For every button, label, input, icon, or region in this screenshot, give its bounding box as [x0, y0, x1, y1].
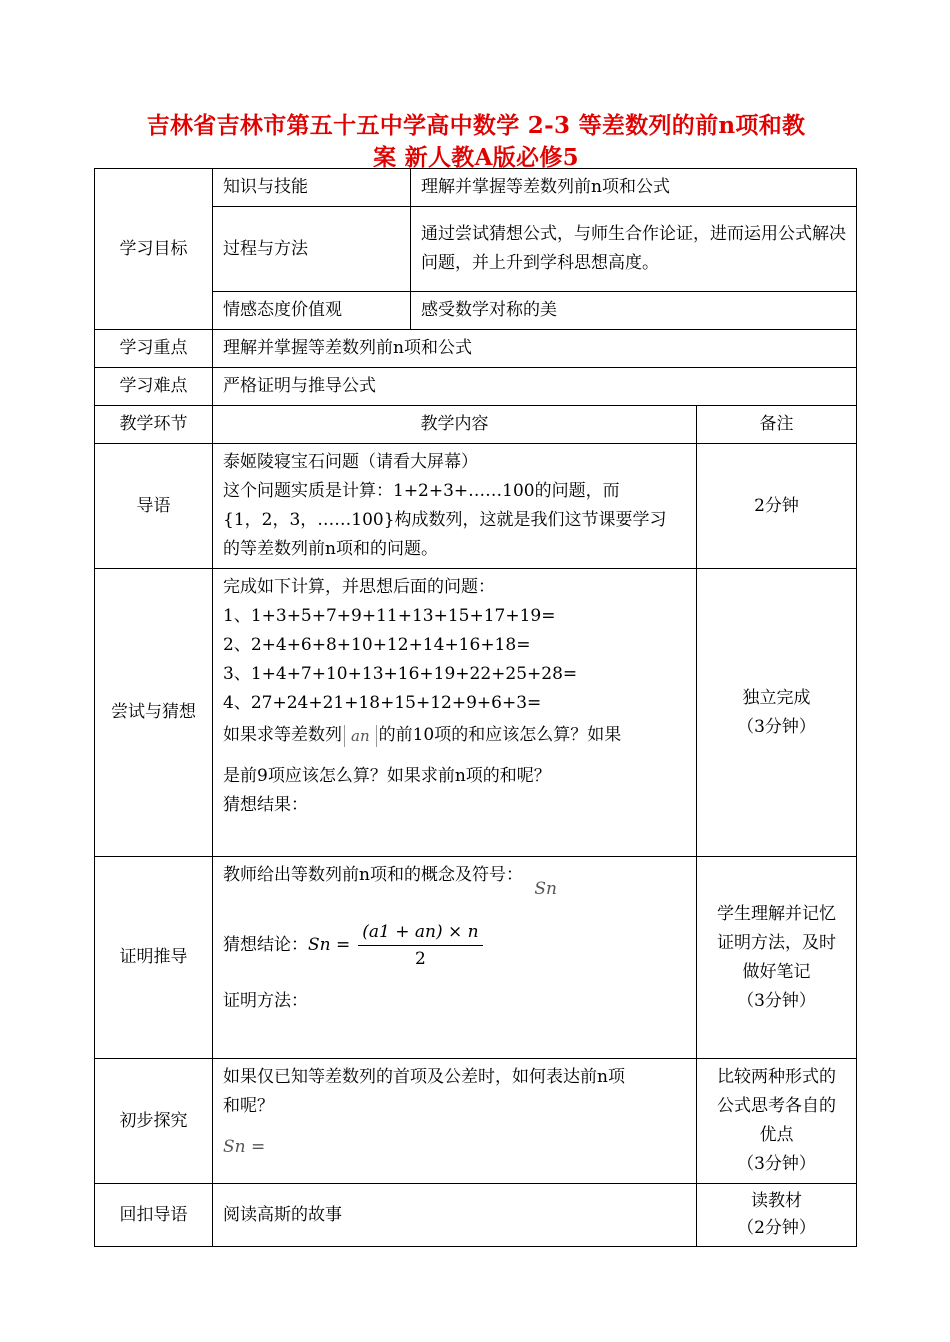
header-notes: 备注	[697, 406, 857, 444]
intro-label: 导语	[95, 444, 213, 569]
question-before: 如果求等差数列	[223, 725, 342, 745]
objective-content-process: 通过尝试猜想公式，与师生合作论证，进而运用公式解决问题，并上升到学科思想高度。	[411, 207, 857, 292]
sum-symbol-sn: Sn	[534, 879, 557, 899]
attempt-note-1: 独立完成	[742, 687, 811, 708]
explore-note: （3分钟）	[737, 1154, 816, 1174]
attempt-item: 3、1+4+7+10+13+16+19+22+25+28=	[223, 664, 578, 684]
review-notes	[697, 1184, 857, 1247]
proof-guess-row	[223, 909, 686, 981]
question-after: 的前10项的和应该怎么算？如果	[378, 725, 622, 745]
intro-line: 这个问题实质是计算：1+2+3+……100的问题，而	[223, 481, 620, 501]
intro-note: 2分钟	[697, 444, 857, 569]
proof-notes	[697, 857, 857, 1059]
review-content: 阅读高斯的故事	[213, 1184, 697, 1247]
attempt-content	[213, 569, 697, 857]
attempt-item: 1、1+3+5+7+9+11+13+15+17+19=	[223, 606, 556, 626]
attempt-note-2: （3分钟）	[737, 716, 816, 737]
objective-content-attitude: 感受数学对称的美	[411, 292, 857, 330]
explore-note: 公式思考各自的	[717, 1096, 836, 1116]
review-note: 读教材	[751, 1191, 802, 1211]
proof-definition: 教师给出等数列前n项和的概念及符号：	[223, 865, 523, 885]
explore-label: 初步探究	[95, 1059, 213, 1184]
title-line-2: 案 新人教A版必修5	[373, 144, 579, 171]
review-label: 回扣导语	[95, 1184, 213, 1247]
title-line-1: 吉林省吉林市第五十五中学高中数学 2-3 等差数列的前n项和教	[146, 112, 806, 139]
proof-line-1	[223, 861, 686, 909]
explore-content	[213, 1059, 697, 1184]
proof-method: 证明方法：	[223, 991, 308, 1011]
intro-line: {1，2，3，……100}构成数列，这就是我们这节课要学习	[223, 510, 667, 530]
explore-line: 如果仅已知等差数列的首项及公差时，如何表达前n项	[223, 1067, 625, 1087]
difficulty-label: 学习难点	[95, 368, 213, 406]
explore-notes	[697, 1059, 857, 1184]
explore-note: 比较两种形式的	[717, 1067, 836, 1087]
proof-guess-label: 猜想结论：	[223, 934, 308, 955]
attempt-item: 2、2+4+6+8+10+12+14+16+18=	[223, 635, 531, 655]
key-point-label: 学习重点	[95, 330, 213, 368]
formula-fraction	[358, 919, 482, 972]
difficulty-content: 严格证明与推导公式	[213, 368, 857, 406]
attempt-question	[223, 718, 686, 762]
lesson-plan-table	[94, 168, 857, 1247]
objectives-label: 学习目标	[95, 169, 213, 330]
attempt-notes	[697, 569, 857, 857]
document-title	[95, 110, 857, 174]
key-point-content: 理解并掌握等差数列前n项和公式	[213, 330, 857, 368]
objective-name-knowledge: 知识与技能	[213, 169, 411, 207]
header-stage: 教学环节	[95, 406, 213, 444]
proof-note: （3分钟）	[737, 990, 816, 1011]
explore-note: 优点	[759, 1125, 794, 1145]
sum-formula	[308, 919, 483, 972]
objective-name-attitude: 情感态度价值观	[213, 292, 411, 330]
formula-lhs: Sn =	[308, 934, 351, 955]
proof-content	[213, 857, 697, 1059]
review-note: （2分钟）	[737, 1218, 816, 1238]
intro-content	[213, 444, 697, 569]
attempt-lead: 完成如下计算，并思想后面的问题：	[223, 577, 495, 597]
sequence-symbol-an: an	[344, 725, 377, 747]
header-content: 教学内容	[213, 406, 697, 444]
proof-label: 证明推导	[95, 857, 213, 1059]
attempt-question-line2: 是前9项应该怎么算？如果求前n项的和呢？	[223, 766, 551, 786]
formula-denominator: 2	[415, 948, 426, 969]
attempt-guess: 猜想结果：	[223, 795, 308, 815]
formula-numerator: (a1 + an) × n	[358, 919, 482, 946]
explore-line: 和呢？	[223, 1096, 274, 1116]
explore-formula: Sn =	[223, 1137, 266, 1157]
objective-name-process: 过程与方法	[213, 207, 411, 292]
proof-note: 证明方法，及时	[717, 932, 836, 953]
intro-line: 泰姬陵寝宝石问题（请看大屏幕）	[223, 452, 478, 472]
objective-content-knowledge: 理解并掌握等差数列前n项和公式	[411, 169, 857, 207]
attempt-label: 尝试与猜想	[95, 569, 213, 857]
proof-note: 做好笔记	[742, 961, 811, 982]
proof-note: 学生理解并记忆	[717, 903, 836, 924]
intro-line: 的等差数列前n项和的问题。	[223, 539, 438, 559]
attempt-item: 4、27+24+21+18+15+12+9+6+3=	[223, 693, 542, 713]
